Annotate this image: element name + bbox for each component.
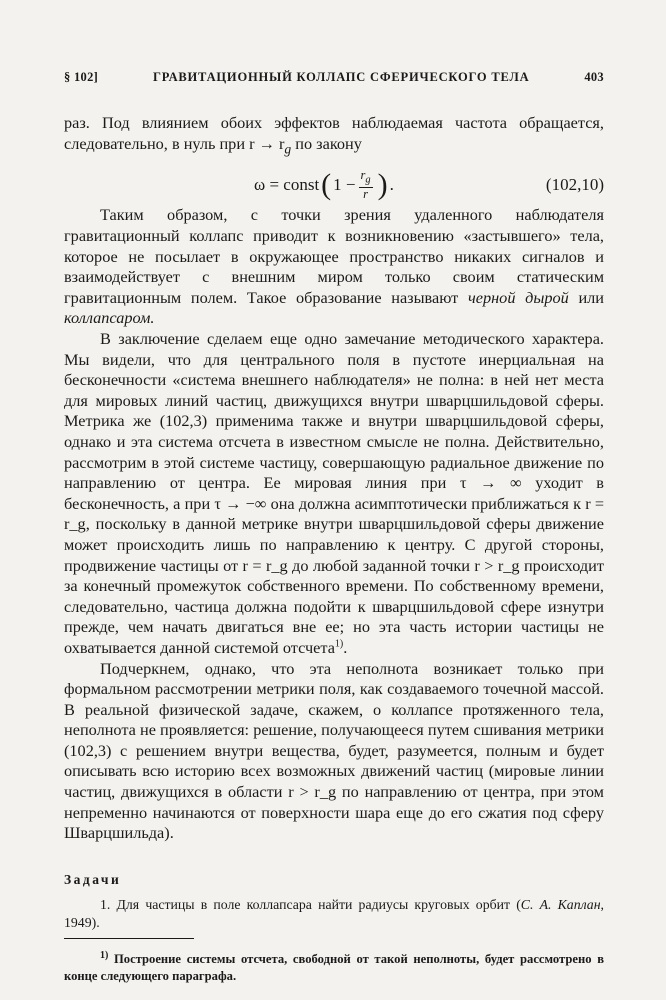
equation-number: (102,10) [545,175,604,195]
p2-text: В заключение сделаем еще одно замечание методического характера. Мы видели, что для центрального поля в пустоте инерциальная на бесконечности «система внешнего наблюдателя» не полна: в ней нет места для мировых линий частиц, движущихся внутри шварцшильдовой сферы. Метрика же (102,3) применима также и внутри шварцшильдовой сферы, однако и эта система отсчета в известном смысле не полна. Действительно, рассмотрим в этой системе частицу, совершающую радиальное движение по направлению от центра. Ее мировая линия при τ → ∞ уходит в бесконечность, а при τ → −∞ она должна асимптотически приближаться к r = r_g, поскольку в данной метрике внутри шварцшильдовой сферы движение может происходить лишь по направлению к центру. С другой стороны, продвижение частицы от r = r_g до любой заданной точки r > r_g происходит за конечный промежуток собственного времени. По собственному времени, следовательно, частица должна подойти к шварцшильдовой сфере изнутри прежде, чем начать двигаться вне ее; но эта часть истории частицы не охватывается данной системой отсчета [64,329,604,657]
footnote-ref[interactable]: 1) [334,638,344,650]
intro-text: раз. Под влиянием обоих эффектов наблюдаемая частота обращается, следовательно, в нуль при r → r [64,113,604,153]
numerator-sub: g [365,174,371,186]
paragraph-black-hole [64,205,604,329]
p2-end: . [343,637,348,657]
equation-one-minus: 1 − [333,175,356,195]
p3-text: Подчеркнем, однако, что эта неполнота возникает только при формальном рассмотрении метрики поля, как создаваемого точечной массой. В реальной физической задаче, скажем, о коллапсе протяженного тела, неполнота не проявляется: решение, получающееся путем сшивания метрики (102,3) с решением внутри вещества, будет, разумеется, полным и будет описывать всю историю всех возможных движений частиц (мировые линии частиц, движущихся в области r > r_g по направлению от центра, при этом непременно начинаются от поверхности шара еще до его сжатия под сферу Шварцшильда). [64,658,604,843]
intro-subscript: g [284,140,292,156]
left-paren: ( [321,168,332,202]
book-page [64,70,604,998]
term-collapsar: коллапсаром. [64,308,155,328]
intro-paragraph [64,113,604,159]
p1-text: Таким образом, с точки зрения удаленного наблюдателя гравитационный коллапс приводит к возникновению «застывшего» тела, которое не посылает в окружающее пространство никаких сигналов и взаимодействует с внешним миром только своим статическим гравитационным полем. Такое образование называют [64,205,604,307]
problem-1-year: , 1949). [64,896,604,930]
footnote-text: Построение системы отсчета, свободной от такой неполноты, будет рассмотрено в конце следующего параграфа. [64,952,604,984]
equation-expression [254,169,394,201]
page-number: 403 [584,70,604,84]
equation-dot: . [389,175,394,195]
problem-1-author: С. А. Каплан [520,896,601,912]
paragraph-methodical-remark [64,329,604,659]
intro-tail: по закону [291,133,362,153]
equation-lhs: ω = const [254,175,320,195]
paragraph-incompleteness [64,659,604,844]
p1-connector: или [568,287,605,307]
term-black-hole: черной дырой [467,287,569,307]
running-header [64,70,604,85]
fraction-numerator [359,169,373,188]
header-title: ГРАВИТАЦИОННЫЙ КОЛЛАПС СФЕРИЧЕСКОГО ТЕЛА [152,70,530,84]
section-ref: § 102] [64,70,99,84]
footnote-mark: 1) [100,950,109,962]
footnote-divider [64,938,194,939]
footnote [64,951,604,985]
fraction-denominator: r [363,186,368,201]
fraction [359,169,373,201]
equation-102-10 [64,159,604,205]
right-paren: ) [377,168,388,202]
problem-1 [64,896,604,932]
numerator-r: r [360,168,366,183]
problem-1-text: 1. Для частицы в поле коллапсара найти радиусы круговых орбит ( [100,896,521,912]
problems-heading: Задачи [64,871,122,887]
